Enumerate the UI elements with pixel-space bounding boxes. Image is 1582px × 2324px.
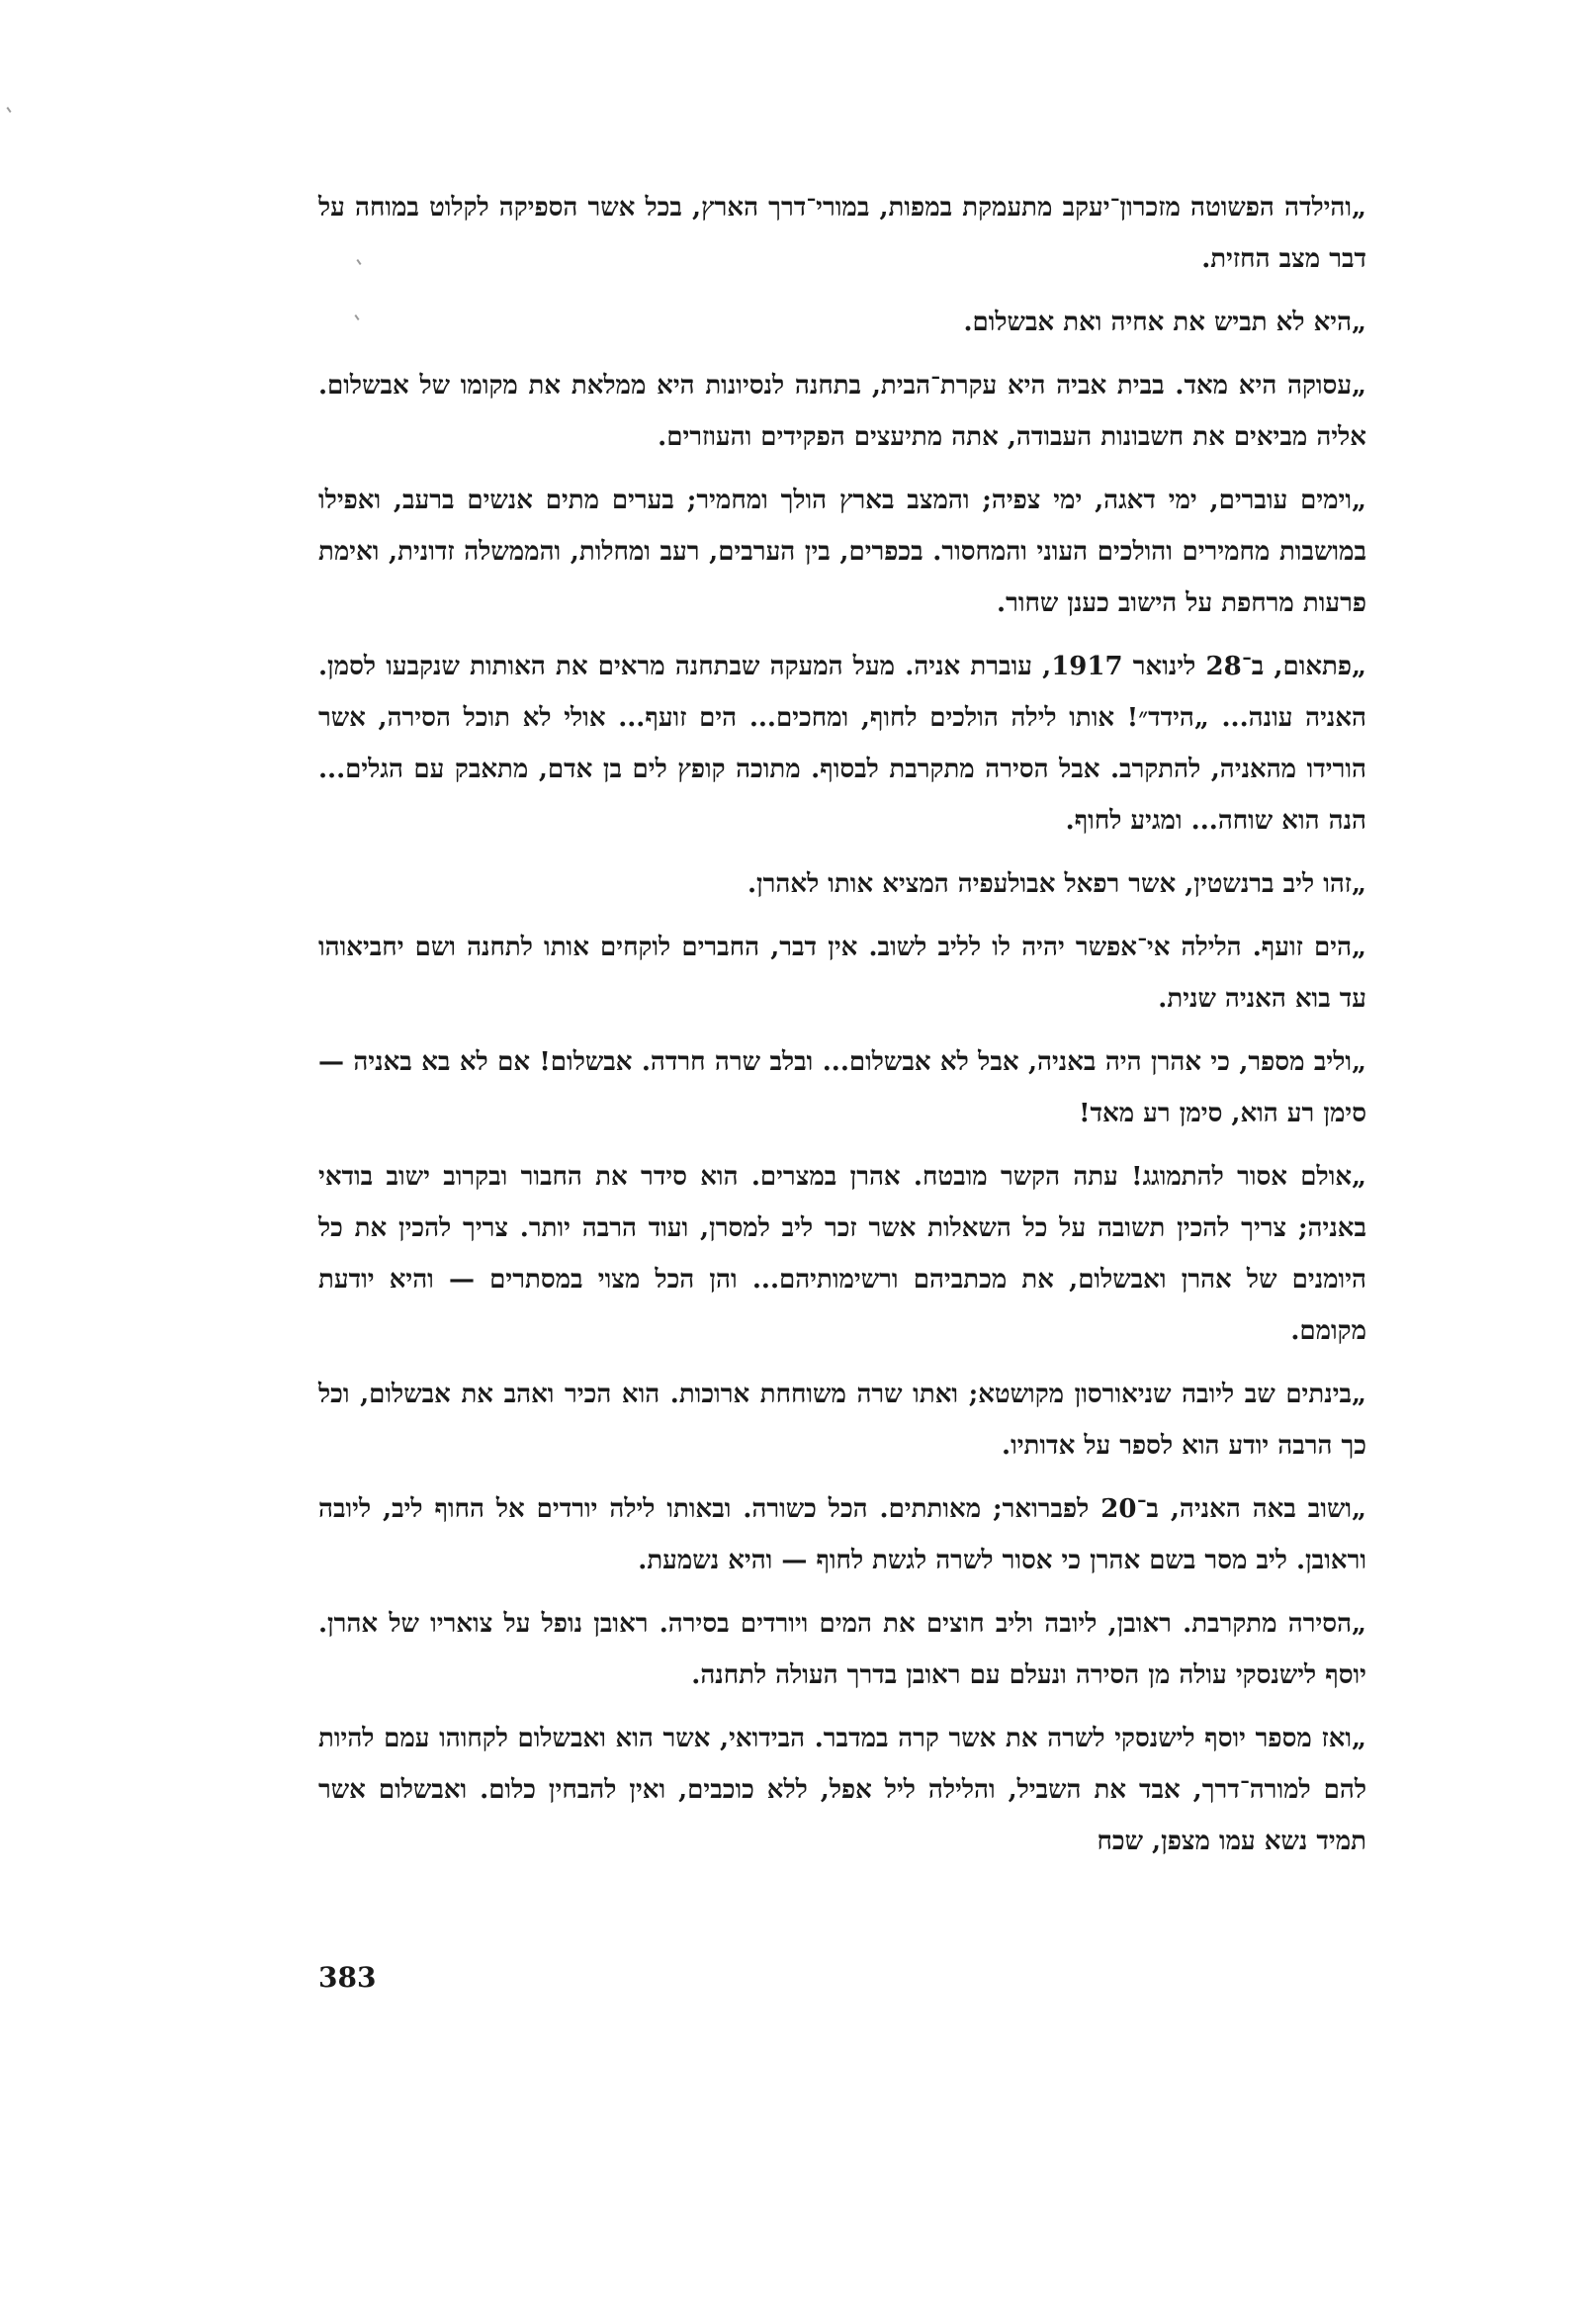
paragraph-13: „ואז מספר יוסף לישנסקי לשרה את אשר קרה במדבר. הבידואי, אשר הוא ואבשלום לקחוהו עמם להיות להם למורה־דרך, אבד את השביל, והלילה ליל אפל, ללא כוכבים, ואין להבחין כלום. ואבשלום אשר תמיד נשא עמו מצפן, שכח <box>318 1724 1366 1856</box>
paragraph-1: „והילדה הפשוטה מזכרון־יעקב מתעמקת במפות, במורי־דרך הארץ, בכל אשר הספיקה לקלוט במוחה על דבר מצב החזית. <box>318 193 1366 274</box>
paragraph-10: „בינתים שב ליובה שניאורסון מקושטא; ואתו שרה משוחחת ארוכות. הוא הכיר ואהב את אבשלום, וכל כך הרבה יודע הוא לספר על אדותיו. <box>318 1380 1366 1461</box>
paragraph-7: „הים זועף. הלילה אי־אפשר יהיה לו לליב לשוב. אין דבר, החברים לוקחים אותו לתחנה ושם יחביאוהו עד בוא האניה שנית. <box>318 933 1366 1014</box>
paragraph-12: „הסירה מתקרבת. ראובן, ליובה וליב חוצים את המים ויורדים בסירה. ראובן נופל על צואריו של אהרן. יוסף לישנסקי עולה מן הסירה ונעלם עם ראובן בדרך העולה לתחנה. <box>318 1609 1366 1690</box>
paragraph-3: „עסוקה היא מאד. בבית אביה היא עקרת־הבית, בתחנה לנסיונות היא ממלאת את מקומו של אבשלום. אליה מביאים את חשבונות העבודה, אתה מתיעצים הפקידים והעוזרים. <box>318 371 1366 452</box>
document-body <box>318 182 1366 1879</box>
paragraph-2: „היא לא תביש את אחיה ואת אבשלום. <box>963 308 1366 337</box>
paragraph-4: „וימים עוברים, ימי דאגה, ימי צפיה; והמצב בארץ הולך ומחמיר; בערים מתים אנשים ברעב, ואפילו במושבות מחמירים והולכים העוני והמחסור. בכפרים, בין הערבים, רעב ומחלות, והממשלה זדונית, ואימת פרעות מרחפת על הישוב כענן שחור. <box>318 486 1366 618</box>
page-number: 383 <box>318 1961 377 1994</box>
scan-speck <box>6 107 11 113</box>
paragraph-9: „אולם אסור להתמוגג! עתה הקשר מובטח. אהרן במצרים. הוא סידר את החבור ובקרוב ישוב בודאי באניה; צריך להכין תשובה על כל השאלות אשר זכר ליב למסרן, ועוד הרבה יותר. צריך להכין את כל היומנים של אהרן ואבשלום, את מכתביהם ורשימותיהם... והן הכל מצוי במסתרים — והיא יודעת מקומם. <box>318 1162 1366 1346</box>
paragraph-11: „ושוב באה האניה, ב־20 לפברואר; מאותתים. הכל כשורה. ובאותו לילה יורדים אל החוף ליב, ליובה וראובן. ליב מסר בשם אהרן כי אסור לשרה לגשת לחוף — והיא נשמעת. <box>318 1494 1366 1575</box>
paragraph-6: „זהו ליב ברנשטין, אשר רפאל אבולעפיה המציא אותו לאהרן. <box>747 869 1366 899</box>
paragraph-5: „פתאום, ב־28 לינואר 1917, עוברת אניה. מעל המעקה שבתחנה מראים את האותות שנקבעו לסמן. האניה עונה... „הידד״! אותו לילה הולכים לחוף, ומחכים... הים זועף... אולי לא תוכל הסירה, אשר הורידו מהאניה, להתקרב. אבל הסירה מתקרבת לבסוף. מתוכה קופץ לים בן אדם, מתאבק עם הגלים... הנה הוא שוחה... ומגיע לחוף. <box>318 652 1366 836</box>
paragraph-8: „וליב מספר, כי אהרן היה באניה, אבל לא אבשלום... ובלב שרה חרדה. אבשלום! אם לא בא באניה — סימן רע הוא, סימן רע מאד! <box>318 1047 1366 1128</box>
